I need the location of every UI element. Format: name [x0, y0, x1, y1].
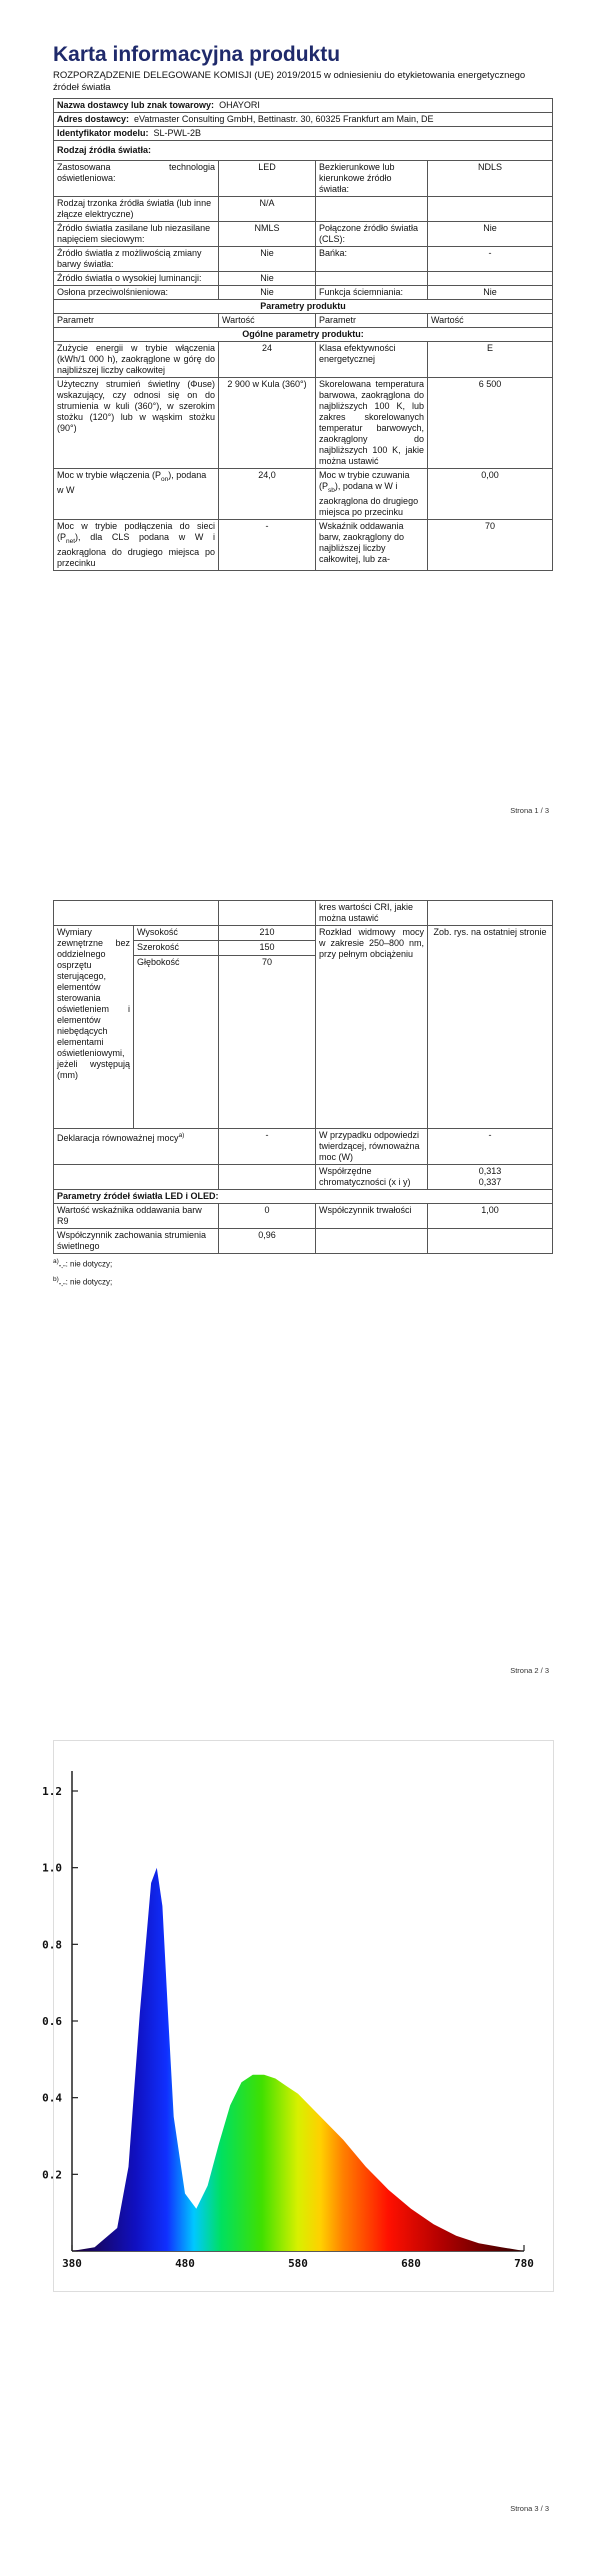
model-value: SL-PWL-2B	[153, 128, 202, 138]
type-row-value: N/A	[219, 197, 316, 222]
led-value: 0	[219, 1204, 316, 1229]
page-number: Strona 3 / 3	[510, 2504, 549, 2513]
sheet-2	[53, 900, 552, 1293]
spectrum-chart-frame	[42, 1740, 554, 2292]
led-value2: 1,00	[428, 1204, 553, 1229]
equiv-label2: W przypadku odpowiedzi twierdzącej, równoważna moc (W)	[316, 1129, 428, 1165]
type-row-value: LED	[219, 161, 316, 197]
type-row-value2: Nie	[428, 222, 553, 247]
address-label: Adres dostawcy:	[57, 114, 130, 124]
param-label2: Skorelowana temperatura barwowa, zaokrąglona do najbliższych 100 K, lub zakres skorelowanych temperatur barwowych, zaokrąglony do najbliższych 100 K, jakie można ustawić	[316, 378, 428, 469]
param-label: Moc w trybie podłączenia do sieci $(P_{net})$, dla CLS podana w W i zaokrąglona do drugiego miejsca po przecinku	[54, 519, 219, 570]
type-row-label2	[316, 272, 428, 286]
equiv-row	[54, 1129, 553, 1165]
general-heading-row	[54, 328, 553, 342]
type-row-label: Zastosowana technologia oświetleniowa:	[54, 161, 219, 197]
param-value2: 0,00	[428, 469, 553, 520]
page-number: Strona 2 / 3	[510, 1666, 549, 1675]
x-tick-label: 380	[62, 2257, 82, 2270]
param-row	[54, 378, 553, 469]
x-tick-label: 480	[175, 2257, 195, 2270]
spectrum-chart	[42, 1741, 553, 2291]
type-row-value2: Nie	[428, 286, 553, 300]
param-label2: Wskaźnik oddawania barw, zaokrąglony do najbliższej liczby całkowitej, lub za-	[316, 519, 428, 570]
source-type-heading-row	[54, 141, 553, 161]
type-row-value2	[428, 197, 553, 222]
param-value: 24	[219, 342, 316, 378]
col-header-param: Parametr	[54, 314, 219, 328]
params-heading: Parametry produktu	[54, 300, 553, 314]
type-row-value2: NDLS	[428, 161, 553, 197]
col-header-param2: Parametr	[316, 314, 428, 328]
param-label: Użyteczny strumień świetlny (Φuse) wskazujący, czy odnosi się on do strumienia w kuli (360°), w szerokim stożku (120°) lub w wąskim stożku (90°)	[54, 378, 219, 469]
type-row-value: NMLS	[219, 222, 316, 247]
led-label2	[316, 1229, 428, 1254]
param-value: 24,0	[219, 469, 316, 520]
param-label2: Klasa efektywności energetycznej	[316, 342, 428, 378]
dimension-value: 210	[219, 926, 316, 941]
param-row	[54, 342, 553, 378]
footnote-marker: b)	[53, 1276, 59, 1284]
led-row	[54, 1229, 553, 1254]
led-row	[54, 1204, 553, 1229]
type-row-label2: Bezkierunkowe lub kierunkowe źródło światła:	[316, 161, 428, 197]
type-row-value: Nie	[219, 247, 316, 272]
spectrum-label: Rozkład widmowy mocy w zakresie 250–800 nm, przy pełnym obciążeniu	[316, 926, 428, 1129]
col-header-value2: Wartość	[428, 314, 553, 328]
equiv-value2: -	[428, 1129, 553, 1165]
chroma-label: Współrzędne chromatyczności (x i y)	[316, 1165, 428, 1190]
params-heading-row	[54, 300, 553, 314]
led-label: Współczynnik zachowania strumienia świetlnego	[54, 1229, 219, 1254]
type-row	[54, 286, 553, 300]
param-label: Zużycie energii w trybie włączenia (kWh/1 000 h), zaokrąglone w górę do najbliższej liczby całkowitej	[54, 342, 219, 378]
footnote-marker: a)	[53, 1258, 59, 1265]
type-row-label: Osłona przeciwolśnieniowa:	[54, 286, 219, 300]
type-row-label: Źródło światła zasilane lub niezasilane napięciem sieciowym:	[54, 222, 219, 247]
continuation-row	[54, 901, 553, 926]
type-row-value2	[428, 272, 553, 286]
y-tick-label: 1.0	[42, 1861, 62, 1875]
type-row-label: Źródło światła z możliwością zmiany barwy światła:	[54, 247, 219, 272]
type-row-label2: Bańka:	[316, 247, 428, 272]
led-value: 0,96	[219, 1229, 316, 1254]
type-row	[54, 197, 553, 222]
footnote-text: : nie dotyczy;	[65, 1277, 113, 1287]
equiv-value: -	[219, 1129, 316, 1165]
equiv-label-text: Deklaracja równoważnej mocy	[57, 1133, 179, 1143]
chroma-values	[428, 1165, 553, 1190]
type-row	[54, 222, 553, 247]
supplier-row	[54, 99, 553, 113]
type-row	[54, 161, 553, 197]
dimension-value: 70	[219, 956, 316, 1129]
column-header-row	[54, 314, 553, 328]
supplier-label: Nazwa dostawcy lub znak towarowy:	[57, 100, 215, 110]
param-value2: 6 500	[428, 378, 553, 469]
footnote-text: : nie dotyczy;	[65, 1259, 113, 1269]
product-info-table-cont	[53, 900, 553, 1254]
type-row-value2: -	[428, 247, 553, 272]
y-tick-label: 0.2	[42, 2168, 62, 2182]
spectrum-area	[72, 1868, 524, 2251]
y-tick-label: 0.4	[42, 2091, 62, 2105]
address-row	[54, 113, 553, 127]
spectrum-value: Zob. rys. na ostatniej stronie	[428, 926, 553, 1129]
footnote	[53, 1256, 552, 1274]
x-tick-label: 780	[514, 2257, 534, 2270]
param-value2: 70	[428, 519, 553, 570]
type-row-label: Rodzaj trzonka źródła światła (lub inne złącze elektryczne)	[54, 197, 219, 222]
param-label2: Moc w trybie czuwania $(P_{sb})$, podana w W i zaokrąglona do drugiego miejsca po przecinku	[316, 469, 428, 520]
type-row-value: Nie	[219, 272, 316, 286]
dimension-name: Głębokość	[134, 956, 219, 1129]
address-value: eVatmaster Consulting GmbH, Bettinastr. 30, 60325 Frankfurt am Main, DE	[134, 114, 434, 124]
sheet-1	[53, 38, 552, 571]
param-value: 2 900 w Kula (360°)	[219, 378, 316, 469]
chart-marks	[72, 1868, 524, 2251]
led-value2	[428, 1229, 553, 1254]
type-row	[54, 247, 553, 272]
model-row	[54, 127, 553, 141]
type-row-label: Źródło światła o wysokiej luminancji:	[54, 272, 219, 286]
y-tick-label: 0.6	[42, 2015, 62, 2028]
led-heading: Parametry źródeł światła LED i OLED:	[54, 1190, 553, 1204]
type-row-value: Nie	[219, 286, 316, 300]
footnote	[53, 1274, 552, 1292]
footnote-symbol: "-"	[58, 1282, 66, 1290]
chroma-x: 0,313	[478, 1166, 502, 1176]
source-type-heading: Rodzaj źródła światła:	[54, 141, 553, 161]
footnote-symbol: "-"	[58, 1264, 66, 1272]
equiv-label	[54, 1129, 219, 1165]
chroma-row	[54, 1165, 553, 1190]
param-value2: E	[428, 342, 553, 378]
led-label2: Współczynnik trwałości	[316, 1204, 428, 1229]
y-tick-label: 0.8	[42, 1938, 62, 1952]
led-heading-row	[54, 1190, 553, 1204]
page-subtitle: ROZPORZĄDZENIE DELEGOWANE KOMISJI (UE) 2019/2015 w odniesieniu do etykietowania energetycznego źródeł światła	[53, 70, 526, 93]
type-row-label2	[316, 197, 428, 222]
model-label: Identyfikator modelu:	[57, 128, 149, 138]
dimensions-label: Wymiary zewnętrzne bez oddzielnego osprzętu sterującego, elementów sterowania oświetleniem i elementów niebędących elementami oświetleniowymi, jeżeli występują (mm)	[54, 926, 134, 1129]
supplier-value: OHAYORI	[219, 100, 260, 110]
type-row-label2: Funkcja ściemniania:	[316, 286, 428, 300]
param-label: Moc w trybie włączenia $(P_{on})$, podana w W	[54, 469, 219, 520]
x-tick-label: 580	[288, 2257, 308, 2270]
page-title: Karta informacyjna produktu	[53, 43, 341, 66]
dimension-name: Wysokość	[134, 926, 219, 941]
dimension-name: Szerokość	[134, 941, 219, 956]
param-row	[54, 519, 553, 570]
continuation-text: kres wartości CRI, jakie można ustawić	[316, 901, 428, 926]
led-label: Wartość wskaźnika oddawania barw R9	[54, 1204, 219, 1229]
chroma-y: 0,337	[478, 1177, 502, 1187]
x-tick-label: 680	[401, 2257, 421, 2270]
dimension-row	[54, 926, 553, 941]
type-row-label2: Połączone źródło światła (CLS):	[316, 222, 428, 247]
dimension-value: 150	[219, 941, 316, 956]
param-value: -	[219, 519, 316, 570]
col-header-value: Wartość	[219, 314, 316, 328]
y-tick-label: 1.2	[42, 1785, 62, 1798]
product-info-table	[53, 98, 553, 571]
type-row	[54, 272, 553, 286]
page-3	[0, 1740, 603, 2560]
general-heading: Ogólne parametry produktu:	[54, 328, 553, 342]
equiv-footnote-ref: a)	[178, 1132, 185, 1139]
page-2	[0, 870, 603, 1740]
footnotes	[53, 1256, 552, 1293]
param-row	[54, 469, 553, 520]
page-1	[0, 0, 603, 870]
page-number: Strona 1 / 3	[510, 806, 549, 815]
